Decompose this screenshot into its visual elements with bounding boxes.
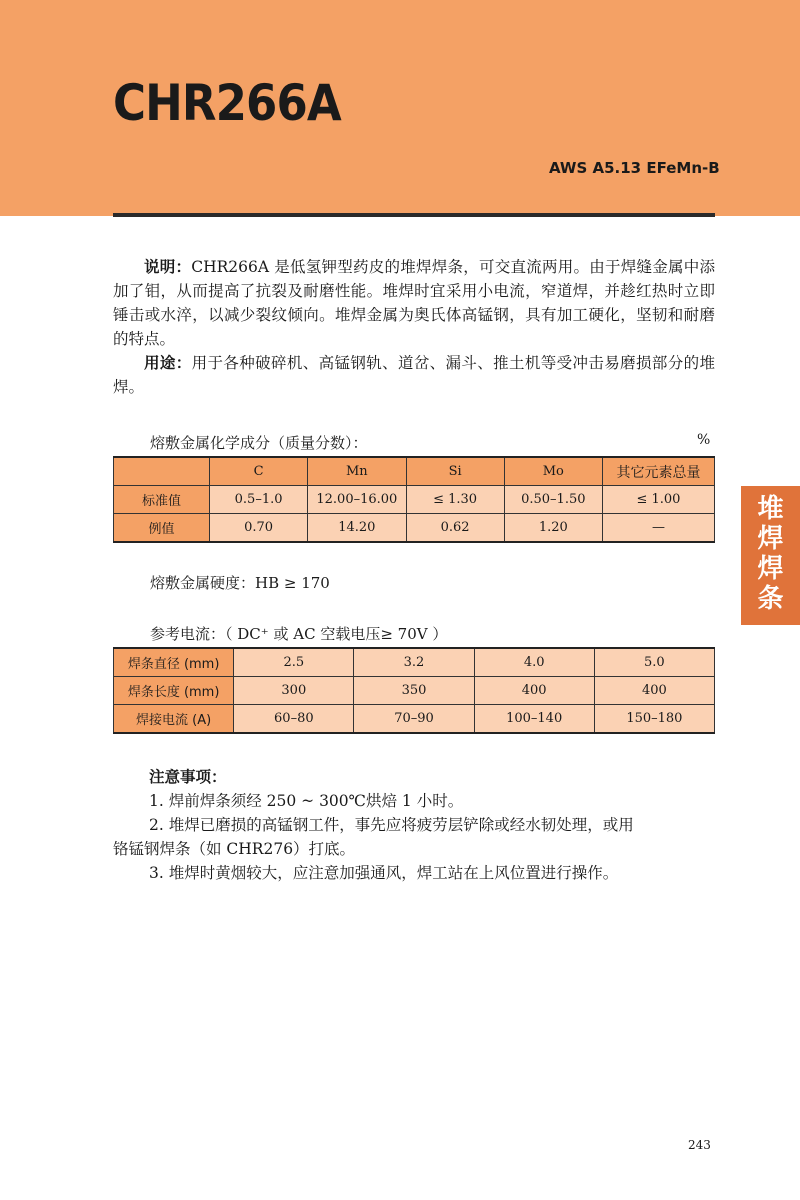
notes-label: 注意事项： [149,768,227,786]
category-char: 条 [757,584,784,614]
header-rule [113,213,715,217]
table-cell: 4.0 [474,648,594,677]
table-cell: 0.62 [406,514,504,543]
table-cell: 焊条长度 (mm) [114,677,234,705]
table-cell: 其它元素总量 [602,457,714,486]
table-cell: 0.70 [210,514,308,543]
product-title: CHR266A [113,74,341,132]
table-cell: 350 [354,677,474,705]
table-cell: 300 [234,677,354,705]
table-cell: — [602,514,714,543]
table-cell: 标准值 [114,486,210,514]
hardness-value: HB ≥ 170 [255,574,330,592]
table-row [114,514,715,543]
table-row [114,648,715,677]
table-row [114,705,715,734]
description-block [113,255,715,399]
table-cell: 60–80 [234,705,354,734]
category-char: 堆 [757,494,784,524]
table-cell: 70–90 [354,705,474,734]
table-cell: 150–180 [594,705,714,734]
description-text: CHR266A 是低氢钾型药皮的堆焊焊条，可交直流两用。由于焊缝金属中添加了钼，从而提高了抗裂及耐磨性能。堆焊时宜采用小电流，窄道焊，并趁红热时立即锤击或水淬，以减少裂纹倾向。堆焊金属为奥氏体高锰钢，具有加工硬化，坚韧和耐磨的特点。 [113,258,715,348]
table-cell: C [210,457,308,486]
usage-text: 用于各种破碎机、高锰钢轨、道岔、漏斗、推土机等受冲击易磨损部分的堆焊。 [113,354,715,396]
usage-paragraph [113,351,715,399]
table-cell: 5.0 [594,648,714,677]
category-tab [741,486,800,625]
hardness-label: 熔敷金属硬度： [150,574,256,592]
description-label: 说明： [144,258,192,276]
table-cell: 12.00–16.00 [308,486,406,514]
composition-unit: % [697,432,711,448]
table-cell: ≤ 1.00 [602,486,714,514]
table-cell: Si [406,457,504,486]
note-item: 铬锰钢焊条（如 CHR276）打底。 [113,840,356,858]
table-cell: 3.2 [354,648,474,677]
table-cell: 14.20 [308,514,406,543]
table-cell: Mn [308,457,406,486]
table-row [114,486,715,514]
category-char: 焊 [757,524,784,554]
table-cell: 1.20 [504,514,602,543]
table-cell: 400 [594,677,714,705]
current-note: （ DC⁺ 或 AC 空载电压≥ 70V ） [225,625,448,643]
usage-label: 用途： [144,354,192,372]
table-cell: 400 [474,677,594,705]
current-line [150,623,447,644]
table-cell: ≤ 1.30 [406,486,504,514]
description-paragraph [113,255,715,351]
notes-block [113,765,715,885]
note-item: 2. 堆焊已磨损的高锰钢工件，事先应将疲劳层铲除或经水韧处理，或用 [149,816,634,834]
header-banner [0,0,800,216]
table-cell: 焊条直径 (mm) [114,648,234,677]
table-cell: 例值 [114,514,210,543]
current-label: 参考电流： [150,625,226,643]
page-number: 243 [688,1138,711,1152]
aws-standard: AWS A5.13 EFeMn-B [549,159,720,177]
table-row [114,677,715,705]
table-header-row [114,457,715,486]
note-item: 3. 堆焊时黄烟较大，应注意加强通风，焊工站在上风位置进行操作。 [149,864,619,882]
table-cell: Mo [504,457,602,486]
note-item: 1. 焊前焊条须经 250 ~ 300℃烘焙 1 小时。 [149,792,464,810]
table-cell: 0.50–1.50 [504,486,602,514]
table-cell: 100–140 [474,705,594,734]
table-cell: 2.5 [234,648,354,677]
hardness-line [150,572,330,593]
composition-label: 熔敷金属化学成分（质量分数）： [150,434,368,452]
composition-table [113,456,715,543]
current-table [113,647,715,734]
table-cell [114,457,210,486]
table-cell: 焊接电流 (A) [114,705,234,734]
table-cell: 0.5–1.0 [210,486,308,514]
category-char: 焊 [757,554,784,584]
